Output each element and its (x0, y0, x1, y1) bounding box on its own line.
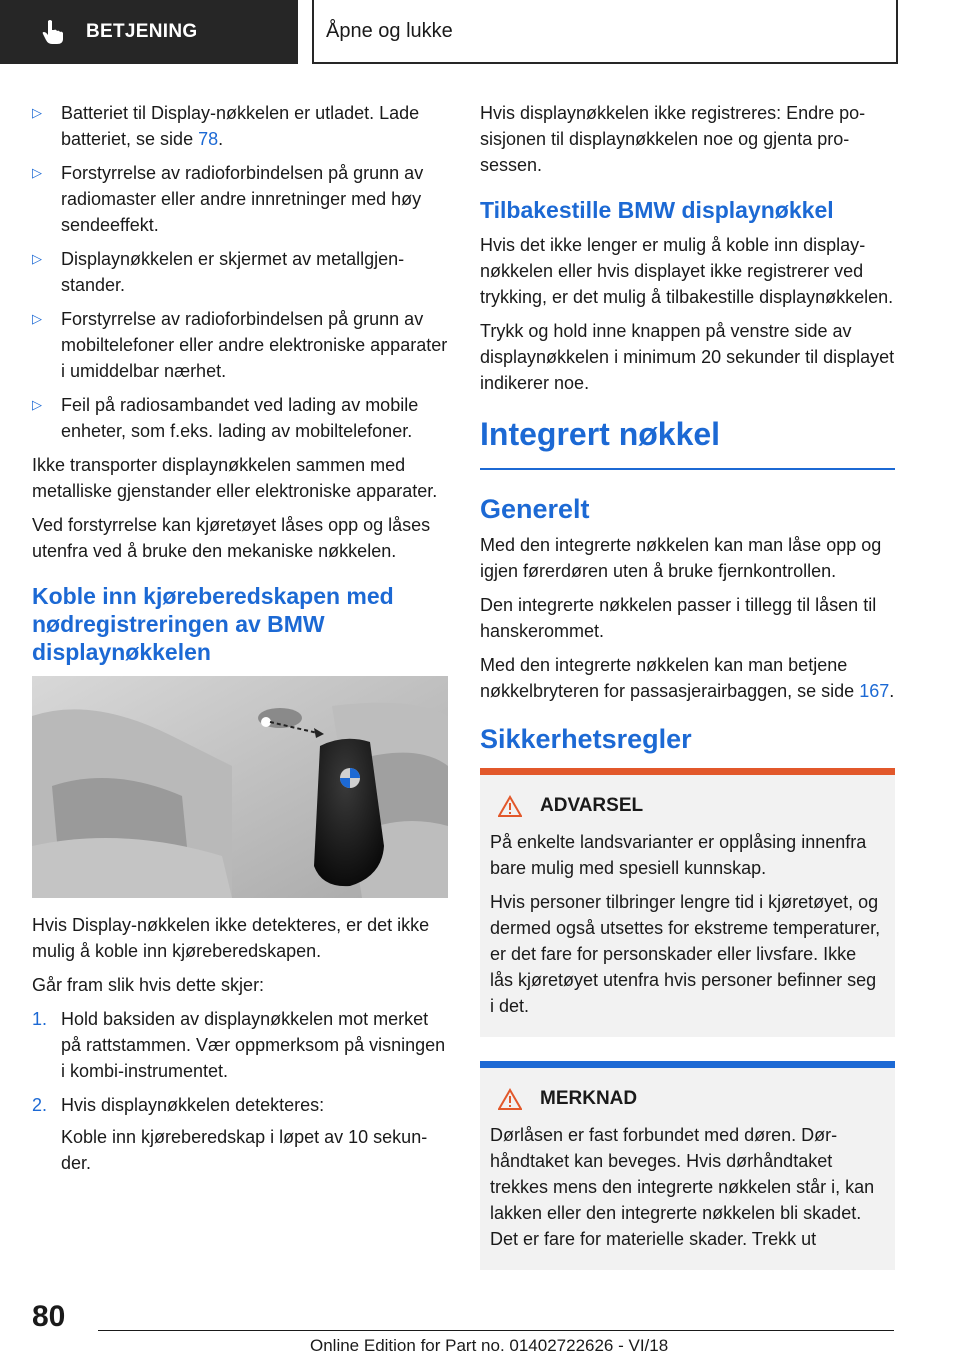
section-title: BETJENING (86, 21, 198, 42)
page-link[interactable]: 167 (859, 681, 890, 701)
warning-box (480, 768, 895, 1037)
paragraph: Den integrerte nøkkelen passer i tillegg til låsen til hanskerommet. (480, 595, 877, 641)
chapter-tab (312, 0, 898, 64)
paragraph: Med den integrerte nøkkelen kan man betjene nøkkelbryteren for passasjerairbaggen, se side 167. (480, 655, 895, 701)
list-item: ▷ Forstyrrelse av radioforbindelsen på grunn av radiomaster eller andre innretninger med høy sendeeffekt. (32, 160, 448, 238)
triangle-bullet-icon: ▷ (32, 251, 42, 266)
note-title: MERKNAD (540, 1088, 638, 1109)
list-item: ▷ Forstyrrelse av radioforbindelsen på grunn av mobiltelefoner eller andre elektroniske apparater i umiddelbar nærhet. (32, 306, 448, 384)
hand-pointer-icon (42, 19, 64, 45)
triangle-bullet-icon: ▷ (32, 397, 42, 412)
footer-edition: Online Edition for Part no. 01402722626 - VI/18 (310, 1336, 669, 1355)
left-column (32, 100, 448, 1184)
triangle-bullet-icon: ▷ (32, 311, 42, 326)
list-item: 1. Hold baksiden av displaynøkkelen mot merket på rattstammen. Vær oppmerksom på visningen i kombi-instrumentet. (32, 1009, 446, 1081)
paragraph: På enkelte landsvarianter er opplåsing innenfra bare mulig med spesiell kunnskap. (490, 832, 867, 878)
paragraph: Med den integrerte nøkkelen kan man låse opp og igjen førerdøren uten å bruke fjernkontrollen. (480, 535, 882, 581)
chapter-heading: Integrert nøkkel (480, 414, 895, 470)
warning-triangle-icon (498, 795, 522, 817)
step-list (32, 1006, 448, 1176)
note-triangle-icon (498, 1088, 522, 1110)
page-number: 80 (32, 1300, 66, 1333)
footer-divider (98, 1330, 894, 1331)
steering-column-key-photo (32, 676, 448, 898)
paragraph: Ved forstyrrelse kan kjøretøyet låses opp og låses utenfra ved å bruke den mekaniske nøkkelen. (32, 515, 431, 561)
paragraph: Hvis displaynøkkelen ikke registreres: Endre posisjonen til displaynøkkelen noe og gjenta prosessen. (480, 103, 866, 175)
triangle-bullet-icon: ▷ (32, 105, 42, 120)
sub-heading: Generelt (480, 494, 590, 524)
paragraph: Ikke transporter displaynøkkelen sammen med metalliske gjenstander eller elektroniske apparater. (32, 455, 438, 501)
paragraph: Trykk og hold inne knappen på venstre side av displaynøkkelen i minimum 20 sekunder til displayet indikerer noe. (480, 321, 895, 393)
paragraph: Hvis det ikke lenger er mulig å koble inn displaynøkkelen eller hvis displayet ikke registrerer ved trykking, er det mulig å tilbakestille displaynøkkelen. (480, 235, 894, 307)
list-item: ▷ Feil på radiosambandet ved lading av mobile enheter, som f.eks. lading av mobiltelefoner. (32, 392, 448, 444)
safety-heading: Sikkerhetsregler (480, 724, 692, 754)
right-column (480, 100, 895, 1270)
paragraph: Hvis personer tilbringer lengre tid i kjøretøyet, og dermed også utsettes for ekstreme temperaturer, er det fare for personskader eller livsfare. Ikke lås kjøretøyet utenfra hvis personer befinner seg i det. (490, 892, 881, 1016)
paragraph: Hvis Display-nøkkelen ikke detekteres, er det ikke mulig å koble inn kjøreberedskapen. (32, 915, 430, 961)
section-heading: Tilbakestille BMW displaynøkkel (480, 197, 834, 223)
paragraph: Dørlåsen er fast forbundet med døren. Dørhåndtaket kan beveges. Hvis dørhåndtaket trekkes mens den integrerte nøkkelen står i, kan lakken eller den integrerte nøkkelen bli skadet. Det er fare for materielle skader. Trekk ut (490, 1125, 875, 1249)
section-heading: Koble inn kjøreberedskapen med nødregistreringen av BMW displaynøkkelen (32, 583, 394, 665)
chapter-title: Åpne og lukke (326, 19, 453, 42)
cause-list (32, 100, 448, 444)
warning-title: ADVARSEL (540, 795, 644, 816)
section-tab (0, 0, 298, 64)
list-item: ▷ Displaynøkkelen er skjermet av metallgjenstander. (32, 246, 448, 298)
note-box (480, 1061, 895, 1270)
list-item: ▷ Batteriet til Display-nøkkelen er utladet. Lade batteriet, se side 78. (32, 100, 448, 152)
triangle-bullet-icon: ▷ (32, 165, 42, 180)
list-item: 2. Hvis displaynøkkelen detekteres: Koble inn kjøreberedskap i løpet av 10 sekunder. (32, 1095, 428, 1173)
page-link[interactable]: 78 (198, 129, 219, 149)
paragraph: Går fram slik hvis dette skjer: (32, 975, 265, 995)
